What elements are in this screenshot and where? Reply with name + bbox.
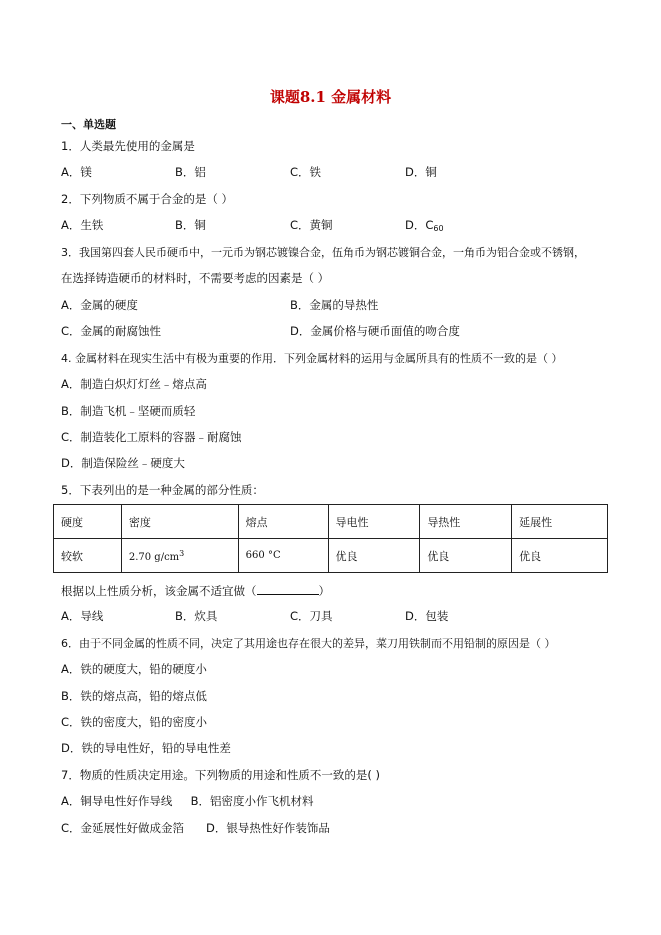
- q4-option-c: C．制造装化工原料的容器﹣耐腐蚀: [61, 430, 242, 444]
- q1-option-a: A．镁: [61, 165, 92, 179]
- value-ductility: 优良: [512, 539, 608, 573]
- q5-question-prefix: 根据以上性质分析，该金属不适宜做（: [61, 584, 257, 598]
- q7-options-cd: C．金延展性好做成金箔 D．银导热性好作装饰品: [61, 821, 330, 835]
- q5-option-c: C．刀具: [290, 609, 333, 623]
- q2-option-c: C．黄铜: [290, 218, 333, 232]
- q5-stem: 5．下表列出的是一种金属的部分性质：: [61, 483, 264, 497]
- q6-option-d: D．铁的导电性好，铅的导电性差: [61, 741, 231, 755]
- q2-option-d-subscript: 60: [433, 224, 444, 233]
- q4-option-a: A．制造白炽灯灯丝﹣熔点高: [61, 377, 207, 391]
- value-hardness: 较软: [54, 539, 122, 573]
- q5-answer-blank: [257, 583, 319, 595]
- header-density: 密度: [121, 505, 238, 539]
- q6-option-c: C．铁的密度大，铅的密度小: [61, 715, 208, 729]
- section-heading: 一、单选题: [61, 118, 116, 131]
- q1-option-c: C．铁: [290, 165, 322, 179]
- q4-option-d: D．制造保险丝﹣硬度大: [61, 456, 185, 470]
- value-density: [121, 539, 238, 573]
- q2-option-d: [405, 218, 444, 236]
- q6-option-b: B．铁的熔点高，铅的熔点低: [61, 689, 207, 703]
- header-conductivity: 导电性: [328, 505, 420, 539]
- q4-option-b: B．制造飞机﹣坚硬而质轻: [61, 404, 196, 418]
- metal-properties-table: [53, 504, 608, 573]
- table-header-row: [54, 505, 608, 539]
- q3-stem-line2: 在选择铸造硬币的材料时，不需要考虑的因素是（ ）: [61, 271, 330, 285]
- q1-option-d: D．铜: [405, 165, 437, 179]
- q3-option-b: B．金属的导热性: [290, 298, 379, 312]
- q3-option-d: D．金属价格与硬币面值的吻合度: [290, 324, 460, 338]
- q7-stem: 7．物质的性质决定用途。下列物质的用途和性质不一致的是( ): [61, 768, 380, 782]
- q2-option-a: A．生铁: [61, 218, 104, 232]
- table-value-row: [54, 539, 608, 573]
- q1-option-b: B．铝: [175, 165, 206, 179]
- q5-option-b: B．炊具: [175, 609, 218, 623]
- value-density-superscript: 3: [179, 548, 185, 558]
- q5-question-suffix: ）: [318, 584, 330, 598]
- q3-option-a: A．金属的硬度: [61, 298, 138, 312]
- q7-options-ab: A．铜导电性好作导线 B．铝密度小作飞机材料: [61, 794, 314, 808]
- q2-stem: 2．下列物质不属于合金的是（ ）: [61, 192, 233, 206]
- q1-stem: 1．人类最先使用的金属是: [61, 139, 195, 153]
- value-density-number: 2.70 g/cm: [128, 551, 180, 563]
- q4-stem: 4. 金属材料在现实生活中有极为重要的作用．下列金属材料的运用与金属所具有的性质不一致的是（ ）: [61, 352, 563, 365]
- worksheet-title: 课题8.1 金属材料: [269, 88, 392, 106]
- q6-stem: 6．由于不同金属的性质不同，决定了其用途也存在很大的差异，菜刀用铁制而不用铅制的原因是（ ）: [61, 637, 556, 650]
- q5-option-a: A．导线: [61, 609, 104, 623]
- q2-option-b: B．铜: [175, 218, 206, 232]
- q6-option-a: A．铁的硬度大，铅的硬度小: [61, 662, 207, 676]
- q2-option-d-prefix: D．C: [405, 218, 434, 232]
- value-melting-point: 660 °C: [238, 539, 328, 573]
- header-melting-point: 熔点: [238, 505, 328, 539]
- q5-option-d: D．包装: [405, 609, 449, 623]
- value-thermal-conductivity: 优良: [420, 539, 512, 573]
- value-conductivity: 优良: [328, 539, 420, 573]
- header-thermal-conductivity: 导热性: [420, 505, 512, 539]
- q5-question: [61, 583, 330, 599]
- q3-stem-line1: 3．我国第四套人民币硬币中，一元币为钢芯镀镍合金，伍角币为钢芯镀铜合金，一角币为铝合金或不锈钢，: [61, 246, 585, 259]
- q3-option-c: C．金属的耐腐蚀性: [61, 324, 162, 338]
- header-ductility: 延展性: [512, 505, 608, 539]
- header-hardness: 硬度: [54, 505, 122, 539]
